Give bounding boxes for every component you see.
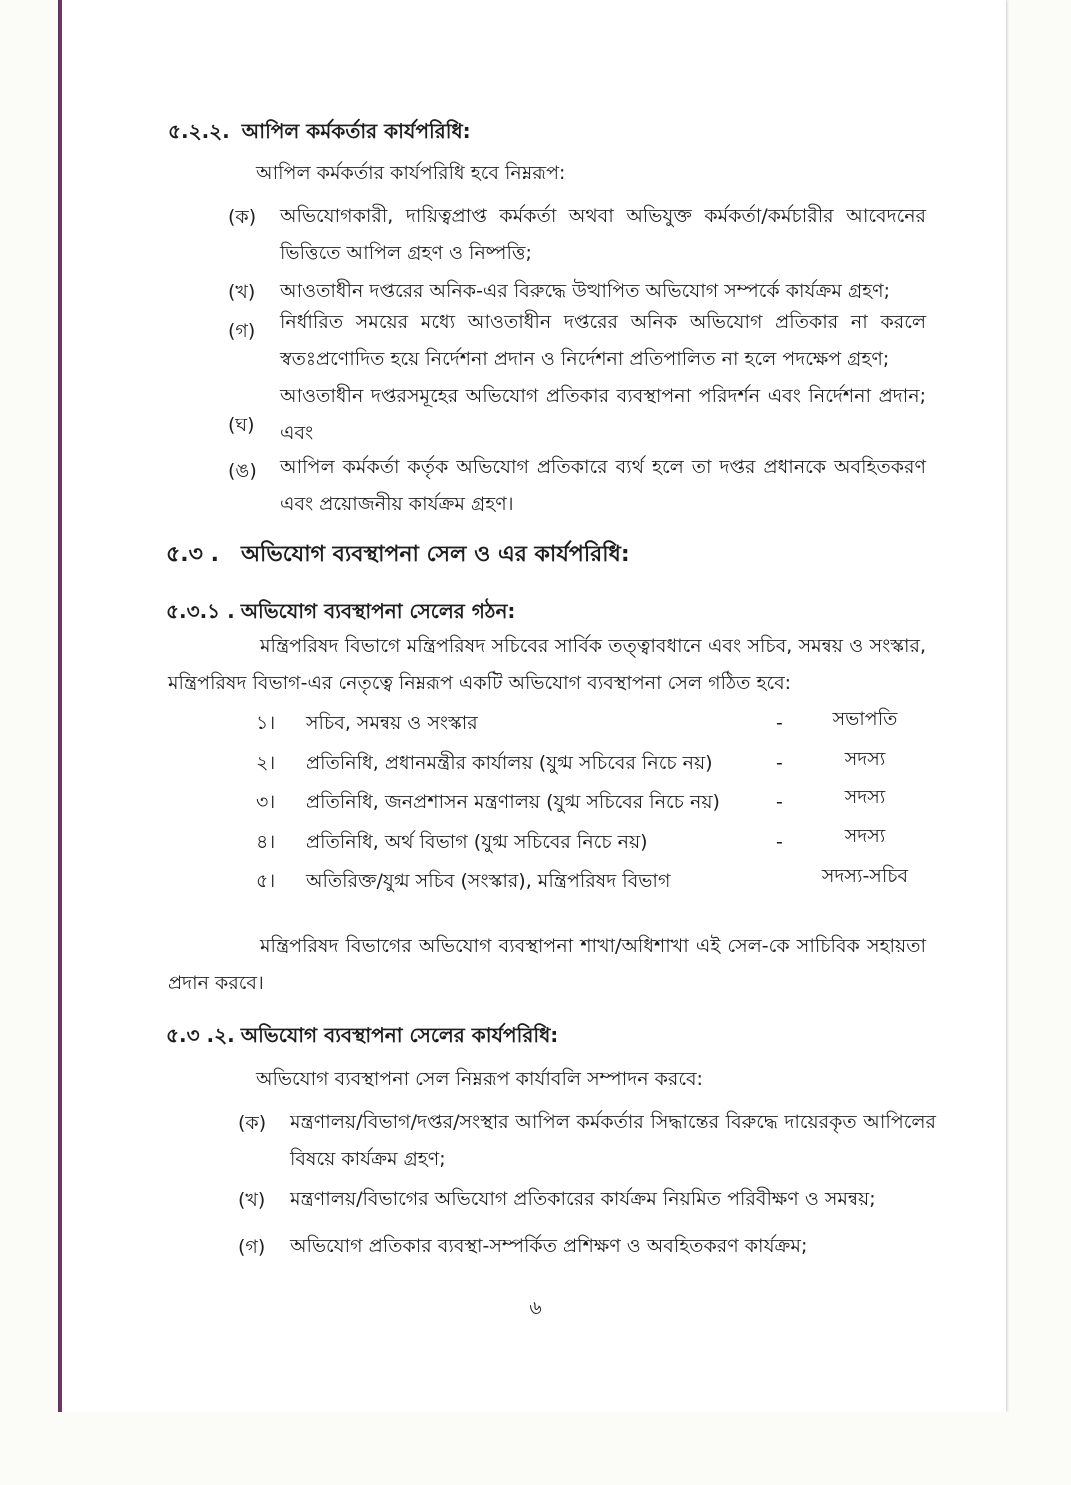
section-number: ৫.২.২.: [168, 119, 230, 143]
member-role: সদস্য: [844, 786, 886, 808]
list-marker: (ঙ): [228, 460, 257, 482]
member-dash: -: [776, 752, 783, 774]
section-number: ৫.৩ .২.: [166, 1023, 235, 1047]
member-dash: -: [776, 791, 783, 813]
section-title: অভিযোগ ব্যবস্থাপনা সেল ও এর কার্যপরিধি:: [240, 542, 630, 567]
member-number: ১।: [256, 712, 276, 734]
member-role: সদস্য: [844, 748, 886, 770]
section-number: ৫.৩ .: [166, 542, 219, 567]
member-name: অতিরিক্ত/যুগ্ম সচিব (সংস্কার), মন্ত্রিপরিষদ বিভাগ: [306, 870, 671, 892]
page-number: ৬: [529, 1297, 542, 1319]
section-532-intro: অভিযোগ ব্যবস্থাপনা সেল নিম্নরূপ কার্যাবলি সম্পাদন করবে:: [256, 1068, 703, 1090]
section-number: ৫.৩.১ .: [166, 599, 235, 623]
section-title: আপিল কর্মকর্তার কার্যপরিধি:: [241, 119, 471, 143]
section-531-heading: [166, 598, 515, 624]
member-dash: -: [776, 712, 783, 734]
section-title: অভিযোগ ব্যবস্থাপনা সেলের গঠন:: [240, 599, 516, 623]
list-item-text: মন্ত্রণালয়/বিভাগ/দপ্তর/সংস্থার আপিল কর্মকর্তার সিদ্ধান্তের বিরুদ্ধে দায়েরকৃত আপিলের বিষয়ে কার্যক্রম গ্রহণ;: [290, 1111, 936, 1170]
member-row: [256, 829, 648, 855]
member-dash: -: [776, 831, 783, 853]
member-row: [256, 710, 478, 736]
section-522-intro: আপিল কর্মকর্তার কার্যপরিধি হবে নিম্নরূপ:: [256, 162, 566, 184]
section-title: অভিযোগ ব্যবস্থাপনা সেলের কার্যপরিধি:: [240, 1023, 559, 1047]
member-name: প্রতিনিধি, অর্থ বিভাগ (যুগ্ম সচিবের নিচে নয়): [306, 831, 648, 853]
member-row: [256, 868, 670, 894]
scan-margin: [0, 1412, 1071, 1485]
member-number: ৫।: [256, 870, 276, 892]
member-row: [256, 789, 720, 815]
member-name: প্রতিনিধি, প্রধানমন্ত্রীর কার্যালয় (যুগ্ম সচিবের নিচে নয়): [306, 752, 713, 774]
section-522-heading: [168, 118, 471, 144]
list-marker: (ক): [238, 1112, 267, 1134]
member-role: সভাপতি: [832, 708, 898, 730]
list-item-text: আওতাধীন দপ্তরের অনিক-এর বিরুদ্ধে উত্থাপিত অভিযোগ সম্পর্কে কার্যক্রম গ্রহণ;: [280, 280, 891, 302]
member-role: সদস্য: [844, 825, 886, 847]
list-item-text: অভিযোগকারী, দায়িত্বপ্রাপ্ত কর্মকর্তা অথবা অভিযুক্ত কর্মকর্তা/কর্মচারীর আবেদনের ভিত্তিতে আপিল গ্রহণ ও নিষ্পত্তি;: [280, 205, 926, 264]
member-name: সচিব, সমন্বয় ও সংস্কার: [306, 712, 478, 734]
list-item-text: নির্ধারিত সময়ের মধ্যে আওতাধীন দপ্তরের অনিক অভিযোগ প্রতিকার না করলে স্বতঃপ্রণোদিত হয়ে নির্দেশনা প্রদান ও নির্দেশনা প্রতিপালিত না হলে পদক্ষেপ গ্রহণ;: [280, 311, 926, 370]
list-marker: (গ): [228, 320, 256, 342]
list-marker: (গ): [238, 1236, 266, 1258]
list-item-text: আওতাধীন দপ্তরসমূহের অভিযোগ প্রতিকার ব্যবস্থাপনা পরিদর্শন এবং নির্দেশনা প্রদান; এবং: [280, 385, 926, 444]
section-531-support: মন্ত্রিপরিষদ বিভাগের অভিযোগ ব্যবস্থাপনা শাখা/অধিশাখা এই সেল-কে সাচিবিক সহায়তা প্রদান করবে।: [168, 935, 926, 994]
list-item-text: অভিযোগ প্রতিকার ব্যবস্থা-সম্পর্কিত প্রশিক্ষণ ও অবহিতকরণ কার্যক্রম;: [290, 1235, 808, 1257]
member-number: ৪।: [256, 831, 276, 853]
list-marker: (ক): [228, 206, 257, 228]
section-531-paragraph: মন্ত্রিপরিষদ বিভাগে মন্ত্রিপরিষদ সচিবের সার্বিক তত্ত্বাবধানে এবং সচিব, সমন্বয় ও সংস্কার, মন্ত্রিপরিষদ বিভাগ-এর নেতৃত্বে নিম্নরূপ একটি অভিযোগ ব্যবস্থাপনা সেল গঠিত হবে:: [168, 635, 926, 694]
list-item-text: আপিল কর্মকর্তা কর্তৃক অভিযোগ প্রতিকারে ব্যর্থ হলে তা দপ্তর প্রধানকে অবহিতকরণ এবং প্রয়োজনীয় কার্যক্রম গ্রহণ।: [280, 456, 926, 515]
list-marker: (খ): [228, 281, 256, 303]
section-53-heading: [166, 542, 630, 568]
member-number: ২।: [256, 752, 276, 774]
member-name: প্রতিনিধি, জনপ্রশাসন মন্ত্রণালয় (যুগ্ম সচিবের নিচে নয়): [306, 791, 720, 813]
list-item-text: মন্ত্রণালয়/বিভাগের অভিযোগ প্রতিকারের কার্যক্রম নিয়মিত পরিবীক্ষণ ও সমন্বয়;: [290, 1188, 876, 1210]
list-marker: (ঘ): [228, 414, 255, 436]
list-marker: (খ): [238, 1189, 266, 1211]
member-number: ৩।: [256, 791, 276, 813]
member-role: সদস্য-সচিব: [821, 865, 909, 887]
member-row: [256, 750, 713, 776]
section-532-heading: [166, 1022, 558, 1048]
